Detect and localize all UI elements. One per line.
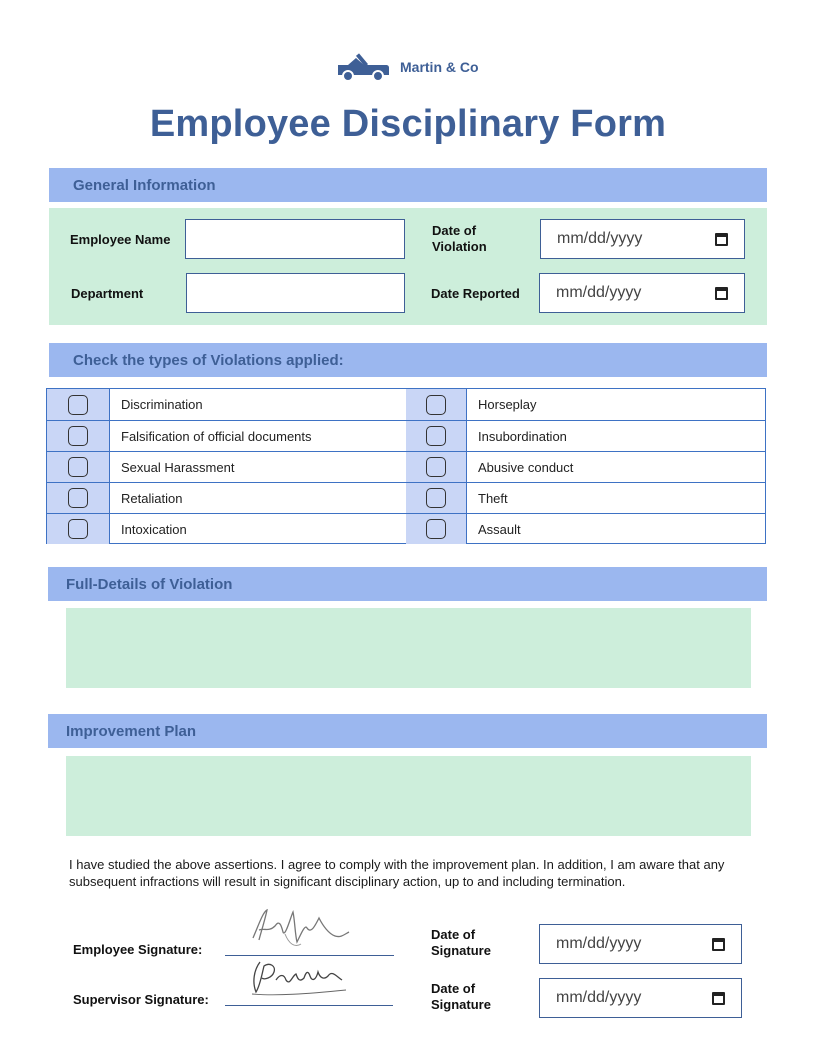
violation-checkbox-cell <box>406 452 467 482</box>
date-reported-input[interactable] <box>539 273 745 313</box>
violation-checkbox[interactable] <box>426 395 446 415</box>
general-info-heading <box>49 168 767 202</box>
violations-heading-label: Check the types of Violations applied: <box>73 351 344 369</box>
improvement-textarea[interactable] <box>66 756 751 836</box>
calendar-icon[interactable] <box>715 233 728 246</box>
violation-checkbox[interactable] <box>426 519 446 539</box>
details-heading-label: Full-Details of Violation <box>66 575 233 593</box>
calendar-icon[interactable] <box>712 992 725 1005</box>
violation-checkbox-cell <box>406 483 467 513</box>
details-textarea[interactable] <box>66 608 751 688</box>
violation-label: Sexual Harassment <box>121 459 235 475</box>
violation-checkbox[interactable] <box>68 488 88 508</box>
violation-label: Intoxication <box>121 521 187 537</box>
employee-signature-date-placeholder: mm/dd/yyyy <box>556 935 642 952</box>
violation-label: Theft <box>478 490 508 506</box>
violation-checkbox-cell <box>406 389 467 420</box>
violation-checkbox-cell <box>406 514 467 544</box>
violation-label: Insubordination <box>478 428 567 444</box>
date-reported-placeholder: mm/dd/yyyy <box>556 284 642 301</box>
violation-checkbox-cell <box>47 452 110 482</box>
supervisor-signature-line[interactable] <box>225 1005 393 1006</box>
violation-row <box>47 451 765 482</box>
improvement-heading <box>48 714 767 748</box>
violation-checkbox-cell <box>406 421 467 451</box>
violation-checkbox[interactable] <box>426 426 446 446</box>
violation-label: Abusive conduct <box>478 459 574 475</box>
department-input[interactable] <box>186 273 405 313</box>
violation-checkbox[interactable] <box>68 519 88 539</box>
improvement-heading-label: Improvement Plan <box>66 722 197 740</box>
employee-signature-label: Employee Signature: <box>73 942 203 957</box>
violations-table <box>46 388 766 544</box>
acknowledgement-statement: I have studied the above assertions. I agree to comply with the improvement plan. In addition, I am aware that any subsequent infractions will result in significant disciplinary action, up to and including termination. <box>69 857 725 889</box>
supervisor-signature-date-placeholder: mm/dd/yyyy <box>556 989 642 1006</box>
violation-row <box>47 513 765 544</box>
violation-checkbox[interactable] <box>68 395 88 415</box>
employee-signature-image <box>245 904 355 950</box>
violation-checkbox[interactable] <box>68 426 88 446</box>
violation-row <box>47 482 765 513</box>
details-heading <box>48 567 767 601</box>
employee-signature-date-input[interactable] <box>539 924 742 964</box>
calendar-icon[interactable] <box>712 938 725 951</box>
violation-checkbox[interactable] <box>426 457 446 477</box>
violation-checkbox[interactable] <box>426 488 446 508</box>
calendar-icon[interactable] <box>715 287 728 300</box>
violation-label: Assault <box>478 521 521 537</box>
violation-checkbox-cell <box>47 421 110 451</box>
violation-row <box>47 389 765 420</box>
brand-name: Martin & Co <box>400 59 479 75</box>
violation-label: Falsification of official documents <box>121 428 312 444</box>
date-of-violation-label: Date of Violation <box>432 223 487 254</box>
supervisor-signature-label: Supervisor Signature: <box>73 992 209 1007</box>
supervisor-signature-date-input[interactable] <box>539 978 742 1018</box>
violation-checkbox[interactable] <box>68 457 88 477</box>
violation-row <box>47 420 765 451</box>
department-label: Department <box>71 286 144 301</box>
date-of-signature-label: Date of Signature <box>431 981 491 1012</box>
violation-checkbox-cell <box>47 514 110 544</box>
violation-checkbox-cell <box>47 389 110 420</box>
violation-label: Horseplay <box>478 397 537 412</box>
violation-checkbox-cell <box>47 483 110 513</box>
date-of-signature-label: Date of Signature <box>431 927 491 958</box>
car-icon <box>336 51 390 83</box>
violation-label: Discrimination <box>121 397 203 412</box>
date-of-violation-placeholder: mm/dd/yyyy <box>557 230 643 247</box>
general-info-heading-label: General Information <box>73 176 216 194</box>
employee-name-input[interactable] <box>185 219 405 259</box>
date-of-violation-input[interactable] <box>540 219 745 259</box>
date-reported-label: Date Reported <box>431 286 520 301</box>
supervisor-signature-image <box>246 956 356 1000</box>
employee-name-label: Employee Name <box>70 232 171 247</box>
violation-label: Retaliation <box>121 490 183 506</box>
company-logo <box>336 50 486 84</box>
violations-heading <box>49 343 767 377</box>
page-title: Employee Disciplinary Form <box>149 103 667 145</box>
